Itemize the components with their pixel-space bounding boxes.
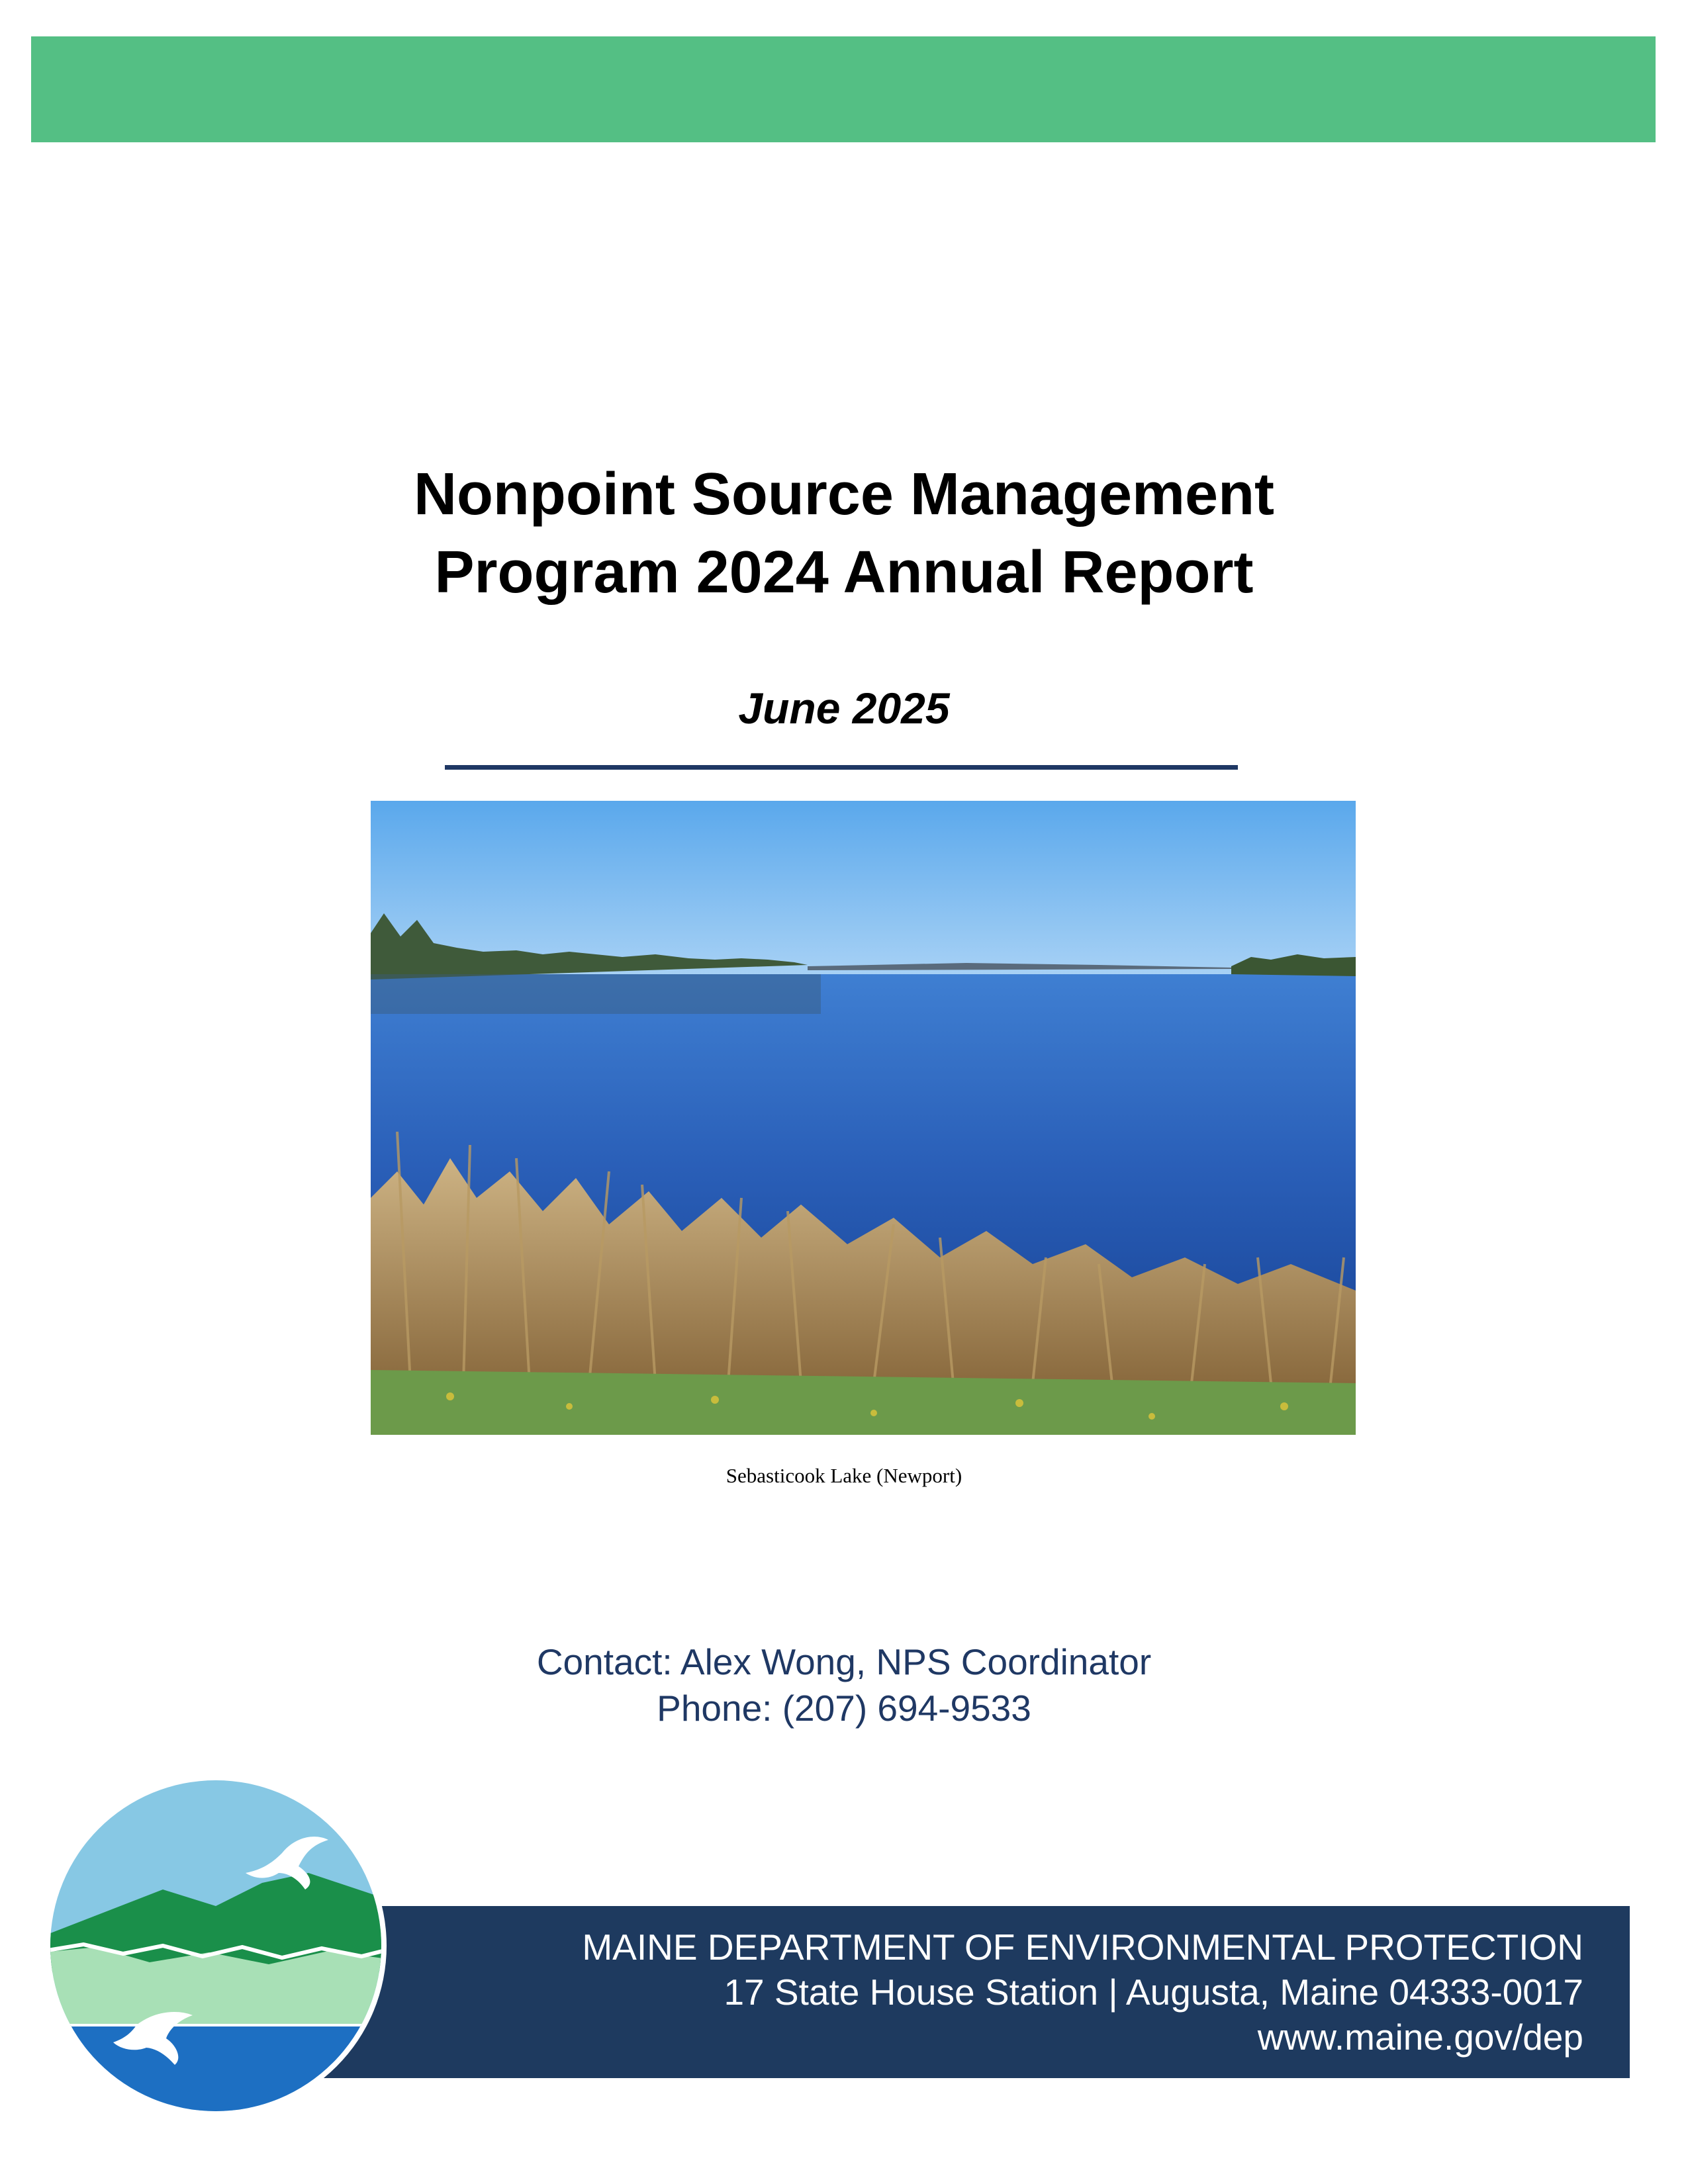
maine-dep-logo-icon bbox=[44, 1774, 388, 2118]
report-title-line-2: Program 2024 Annual Report bbox=[434, 539, 1254, 606]
report-title bbox=[0, 455, 1688, 612]
top-accent-band bbox=[31, 36, 1656, 142]
footer-website[interactable]: www.maine.gov/dep bbox=[1257, 2017, 1583, 2058]
footer-department: MAINE DEPARTMENT OF ENVIRONMENTAL PROTECTION bbox=[582, 1927, 1583, 1968]
footer-band bbox=[291, 1906, 1630, 2078]
contact-phone: Phone: (207) 694-9533 bbox=[657, 1688, 1031, 1729]
footer-address: 17 State House Station | Augusta, Maine 04333-0017 bbox=[724, 1972, 1583, 2013]
cover-photo-lake bbox=[371, 801, 1356, 1435]
report-title-line-1: Nonpoint Source Management bbox=[413, 461, 1275, 527]
report-date: June 2025 bbox=[738, 684, 950, 733]
photo-caption: Sebasticook Lake (Newport) bbox=[726, 1464, 962, 1487]
contact-name: Contact: Alex Wong, NPS Coordinator bbox=[536, 1641, 1152, 1682]
contact-block bbox=[0, 1639, 1688, 1731]
footer-text bbox=[582, 1925, 1583, 2060]
title-divider bbox=[445, 765, 1238, 770]
